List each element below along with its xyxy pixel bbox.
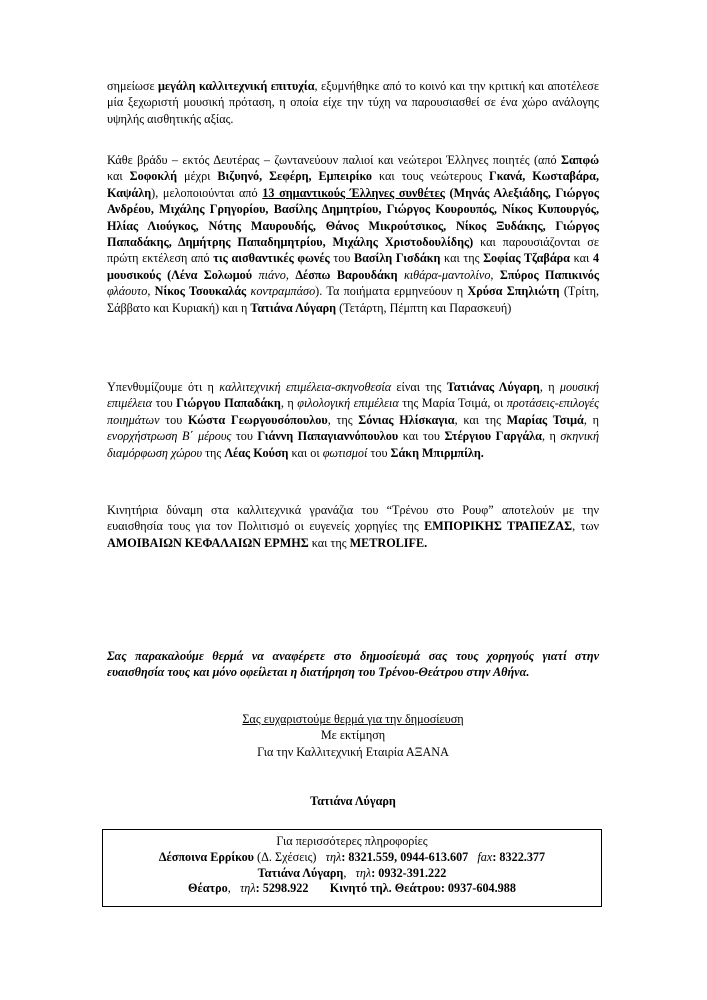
signature-name: Τατιάνα Λύγαρη <box>310 794 396 808</box>
paragraph-credits: Υπενθυμίζουμε ότι η καλλιτεχνική επιμέλεια-σκηνοθεσία είναι της Τατιάνας Λύγαρη, η μουσική επιμέλεια του Γιώργου Παπαδάκη, η φιλολογική επιμέλεια της Μαρία Τσιμά, οι προτάσεις-επιλογές ποιημάτων του Κώστα Γεωργουσόπουλου, της Σόνιας Ηλίσκαγια, και της Μαρίας Τσιμά, η ενορχήστρωση Β΄ μέρους του Γιάννη Παπαγιαννόπουλου και του Στέργιου Γαργάλα, η σκηνική διαμόρφωση χώρου της Λέας Κούση και οι φωτισμοί του Σάκη Μπιρμπίλη. <box>107 380 600 460</box>
closing-block <box>107 711 599 760</box>
company-line: Για την Καλλιτεχνική Εταιρία ΑΞΑΝΑ <box>257 744 449 759</box>
contact-line-1: Δέσποινα Ερρίκου (Δ. Σχέσεις) τηλ: 8321.559, 0944-613.607 fax: 8322.377 <box>158 849 546 864</box>
paragraph-request: Σας παρακαλούμε θερμά να αναφέρετε στο δημοσίευμά σας τους χορηγούς γιατί στην ευαισθησία τους και μόνο οφείλεται η διατήρηση του Τρένου-Θεάτρου στην Αθήνα. <box>107 649 599 680</box>
contact-line-3: Θέατρο, τηλ: 5298.922 Κινητό τηλ. Θεάτρου: 0937-604.988 <box>188 881 516 896</box>
paragraph-program: Κάθε βράδυ – εκτός Δευτέρας – ζωντανεύουν παλιοί και νεώτεροι Έλληνες ποιητές (από Σαπφώ και Σοφοκλή μέχρι Βιζυηνό, Σεφέρη, Εμπειρίκο και τους νεώτερους Γκανά, Κωσταβάρα, Καψάλη), μελοποιούνται από 13 σημαντικούς Έλληνες συνθέτες (Μηνάς Αλεξιάδης, Γιώργος Ανδρέου, Μιχάλης Γρηγορίου, Βασίλης Δημητρίου, Γιώργος Κουρουπός, Νίκος Κυπουργός, Ηλίας Λιούγκος, Νότης Μαυρουδής, Θάνος Μικρούτσικος, Νίκος Ξυδάκης, Γιώργος Παπαδάκης, Δημήτρης Παπαδημητρίου, Μιχάλης Χριστοδουλίδης) και παρουσιάζονται σε πρώτη εκτέλεση από τις αισθαντικές φωνές του Βασίλη Γισδάκη και της Σοφίας Τζαβάρα και 4 μουσικούς (Λένα Σολωμού πιάνο, Δέσπω Βαρουδάκη κιθάρα-μαντολίνο, Σπύρος Παπικινός φλάουτο, Νίκος Τσουκαλάς κοντραμπάσο). Τα ποιήματα ερμηνεύουν η Χρύσα Σπηλιώτη (Τρίτη, Σάββατο και Κυριακή) και η Τατιάνα Λύγαρη (Τετάρτη, Πέμπτη και Παρασκευή) <box>107 153 600 315</box>
paragraph-sponsors: Κινητήρια δύναμη στα καλλιτεχνικά γρανάζια του “Τρένου στο Ρουφ” αποτελούν με την ευαισθησία τους για τον Πολιτισμό οι ευγενείς χορηγίες της ΕΜΠΟΡΙΚΗΣ ΤΡΑΠΕΖΑΣ, των ΑΜΟΙΒΑΙΩΝ ΚΕΦΑΛΑΙΩΝ ΕΡΜΗΣ και της METROLIFE. <box>107 503 599 550</box>
thanks-line: Σας ευχαριστούμε θερμά για την δημοσίευση <box>242 712 464 726</box>
regards-line: Με εκτίμηση <box>320 728 386 743</box>
contact-line-2: Τατιάνα Λύγαρη, τηλ: 0932-391.222 <box>257 865 447 880</box>
contact-info-box <box>102 829 602 907</box>
paragraph-intro: σημείωσε μεγάλη καλλιτεχνική επιτυχία, εξυμνήθηκε από το κοινό και την κριτική και αποτέλεσε μία ξεχωριστή μουσική πρόταση, η οποία είχε την τύχη να παρουσιασθεί σε ένα χώρο ανάλογης υψηλής αισθητικής αξίας. <box>107 79 599 126</box>
info-heading: Για περισσότερες πληροφορίες <box>276 834 428 848</box>
